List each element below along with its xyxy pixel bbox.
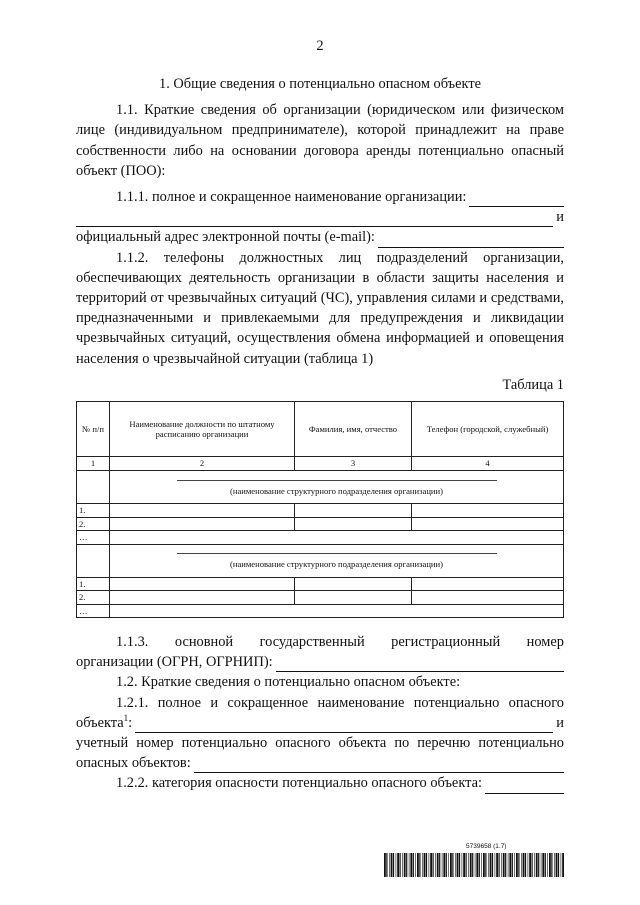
email-field[interactable] bbox=[378, 233, 564, 248]
subdivision-cell[interactable] bbox=[110, 544, 564, 577]
row-label: … bbox=[77, 604, 110, 618]
table-header-row bbox=[77, 402, 564, 457]
subdivision-row-2 bbox=[77, 544, 564, 577]
org-name-row bbox=[76, 187, 564, 207]
poo-name-label-a: 1.2.1. полное и сокращенное наименование потенциально опасного bbox=[116, 694, 564, 711]
table-cell[interactable] bbox=[412, 591, 564, 605]
row-label: … bbox=[77, 531, 110, 545]
poo-name-label-b: объекта$^1$: bbox=[76, 713, 133, 731]
subdivision-row-1 bbox=[77, 471, 564, 504]
subdivision-cell[interactable] bbox=[110, 471, 564, 504]
org-name-field[interactable] bbox=[469, 192, 564, 207]
table-cell[interactable] bbox=[412, 504, 564, 518]
ogrn-row-1 bbox=[76, 632, 564, 652]
table-row bbox=[77, 604, 564, 618]
barcode-icon bbox=[384, 853, 564, 877]
category-field[interactable] bbox=[485, 779, 564, 794]
col-number-4: 4 bbox=[412, 457, 564, 471]
table-row bbox=[77, 504, 564, 518]
category-label: 1.2.2. категория опасности потенциально опасного объекта: bbox=[116, 775, 482, 792]
row-label: 1. bbox=[77, 504, 110, 518]
table-row bbox=[77, 517, 564, 531]
org-short-name-field[interactable] bbox=[76, 212, 553, 227]
table-col-numbers-row bbox=[77, 457, 564, 471]
email-row bbox=[76, 227, 564, 247]
table-row bbox=[77, 577, 564, 591]
category-row bbox=[76, 773, 564, 793]
col-number-1: 1 bbox=[77, 457, 110, 471]
poo-name-row-1 bbox=[76, 693, 564, 713]
table-cell[interactable] bbox=[110, 517, 295, 531]
table-cell[interactable] bbox=[412, 577, 564, 591]
section-title: 1. Общие сведения о потенциально опасном объекте bbox=[159, 76, 481, 92]
table-cell[interactable] bbox=[295, 591, 412, 605]
poo-number-row-2 bbox=[76, 753, 564, 773]
header-fio: Фамилия, имя, отчество bbox=[295, 402, 412, 457]
barcode-label: 5739658 (1.7) bbox=[466, 843, 507, 850]
table-cell[interactable] bbox=[295, 504, 412, 518]
table-cell[interactable] bbox=[110, 591, 295, 605]
paragraph-1-1: 1.1. Краткие сведения об организации (юридическом или физическом лице (индивидуальном предпринимателе), которой принадлежит на праве собственности либо на основании договора аренды потенциально опасный объект (ПОО): bbox=[76, 102, 564, 179]
footnote-mark: 1 bbox=[123, 713, 129, 724]
table-cell[interactable] bbox=[110, 531, 564, 545]
subdivision-label: (наименование структурного подразделения организации) bbox=[229, 559, 443, 570]
row-label: 1. bbox=[77, 577, 110, 591]
ogrn-field[interactable] bbox=[276, 657, 564, 672]
page-number: 2 bbox=[316, 38, 324, 54]
table-cell bbox=[77, 544, 110, 577]
poo-name-row-2 bbox=[76, 713, 564, 733]
document-body bbox=[76, 74, 564, 794]
table-cell[interactable] bbox=[412, 517, 564, 531]
header-phone: Телефон (городской, служебный) bbox=[412, 402, 564, 457]
col-number-3: 3 bbox=[295, 457, 412, 471]
org-name-row-2 bbox=[76, 207, 564, 227]
table-cell[interactable] bbox=[110, 504, 295, 518]
ogrn-row-2 bbox=[76, 652, 564, 672]
poo-number-field[interactable] bbox=[194, 758, 564, 773]
table-cell[interactable] bbox=[295, 517, 412, 531]
row-label: 2. bbox=[77, 517, 110, 531]
and-word: и bbox=[556, 714, 564, 731]
row-label: 2. bbox=[77, 591, 110, 605]
table-row bbox=[77, 591, 564, 605]
table-cell bbox=[77, 471, 110, 504]
poo-number-label-a: учетный номер потенциально опасного объекта по перечню потенциально bbox=[76, 735, 564, 752]
subdivision-label: (наименование структурного подразделения организации) bbox=[229, 485, 443, 496]
poo-number-row-1 bbox=[76, 733, 564, 753]
org-name-label: 1.1.1. полное и сокращенное наименование организации: bbox=[116, 189, 467, 206]
table-cell[interactable] bbox=[295, 577, 412, 591]
poo-number-label-b: опасных объектов: bbox=[76, 755, 191, 772]
contacts-table bbox=[76, 401, 564, 618]
and-word: и bbox=[556, 209, 564, 226]
col-number-2: 2 bbox=[110, 457, 295, 471]
table-caption: Таблица 1 bbox=[502, 376, 564, 393]
paragraph-1-1-2: 1.1.2. телефоны должностных лиц подразделений организации, обеспечивающих деятельность организации в области защиты населения и территорий от чрезвычайных ситуаций (ЧС), управления силами и средствами, предназначенными и привлекаемыми для предупреждения и ликвидации чрезвычайных ситуаций, осуществления обмена информацией и оповещения населения о чрезвычайной ситуации (таблица 1) bbox=[76, 249, 564, 367]
header-number: № п/п bbox=[77, 402, 110, 457]
paragraph-1-2: 1.2. Краткие сведения о потенциально опасном объекте: bbox=[116, 674, 461, 691]
table-cell[interactable] bbox=[110, 604, 564, 618]
table-cell[interactable] bbox=[110, 577, 295, 591]
table-row bbox=[77, 531, 564, 545]
email-label: официальный адрес электронной почты (e-mail): bbox=[76, 229, 375, 246]
poo-name-field[interactable] bbox=[135, 718, 553, 733]
ogrn-label-b: организации (ОГРН, ОГРНИП): bbox=[76, 654, 273, 671]
ogrn-label-a: 1.1.3. основной государственный регистрационный номер bbox=[116, 634, 564, 651]
header-position: Наименование должности по штатному расписанию организации bbox=[110, 402, 295, 457]
